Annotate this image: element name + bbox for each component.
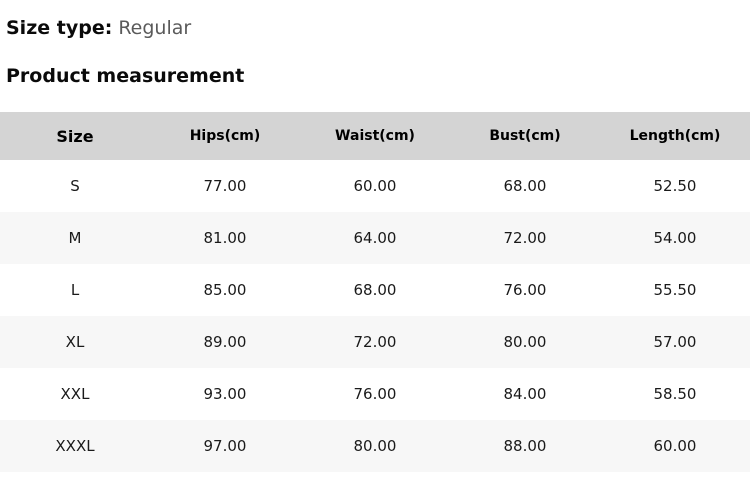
size-type-label: Size type: [6, 17, 113, 39]
cell-size: XXXL [55, 437, 95, 455]
cell-bust: 88.00 [503, 437, 547, 455]
column-header-waist: Waist(cm) [300, 112, 450, 160]
cell-length: 55.50 [653, 281, 697, 299]
size-type-value: Regular [118, 17, 192, 39]
cell-size: XL [65, 333, 85, 351]
table-row [0, 368, 750, 420]
page-title: Product measurement [6, 65, 245, 87]
cell-waist: 60.00 [353, 177, 397, 195]
column-header-bust: Bust(cm) [450, 112, 600, 160]
cell-hips: 81.00 [203, 229, 247, 247]
table-header-row [0, 112, 750, 160]
table-row [0, 420, 750, 472]
cell-bust: 80.00 [503, 333, 547, 351]
cell-waist: 80.00 [353, 437, 397, 455]
cell-bust: 72.00 [503, 229, 547, 247]
cell-hips: 93.00 [203, 385, 247, 403]
cell-hips: 85.00 [203, 281, 247, 299]
cell-hips: 97.00 [203, 437, 247, 455]
cell-length: 58.50 [653, 385, 697, 403]
cell-bust: 68.00 [503, 177, 547, 195]
cell-bust: 76.00 [503, 281, 547, 299]
table-row [0, 264, 750, 316]
cell-size: L [70, 281, 80, 299]
column-header-hips: Hips(cm) [150, 112, 300, 160]
cell-hips: 77.00 [203, 177, 247, 195]
cell-size: XXL [60, 385, 90, 403]
table-row [0, 160, 750, 212]
table-row [0, 212, 750, 264]
column-header-length: Length(cm) [600, 112, 750, 160]
cell-bust: 84.00 [503, 385, 547, 403]
table-header [0, 112, 750, 160]
product-measurement-table [0, 112, 750, 472]
cell-size: M [68, 229, 82, 247]
cell-size: S [70, 177, 80, 195]
table-row [0, 316, 750, 368]
size-type-row [0, 0, 750, 42]
cell-waist: 64.00 [353, 229, 397, 247]
cell-length: 52.50 [653, 177, 697, 195]
cell-hips: 89.00 [203, 333, 247, 351]
column-header-size: Size [0, 112, 150, 160]
cell-length: 60.00 [653, 437, 697, 455]
table-body [0, 160, 750, 472]
cell-waist: 76.00 [353, 385, 397, 403]
cell-waist: 72.00 [353, 333, 397, 351]
cell-waist: 68.00 [353, 281, 397, 299]
cell-length: 57.00 [653, 333, 697, 351]
cell-length: 54.00 [653, 229, 697, 247]
